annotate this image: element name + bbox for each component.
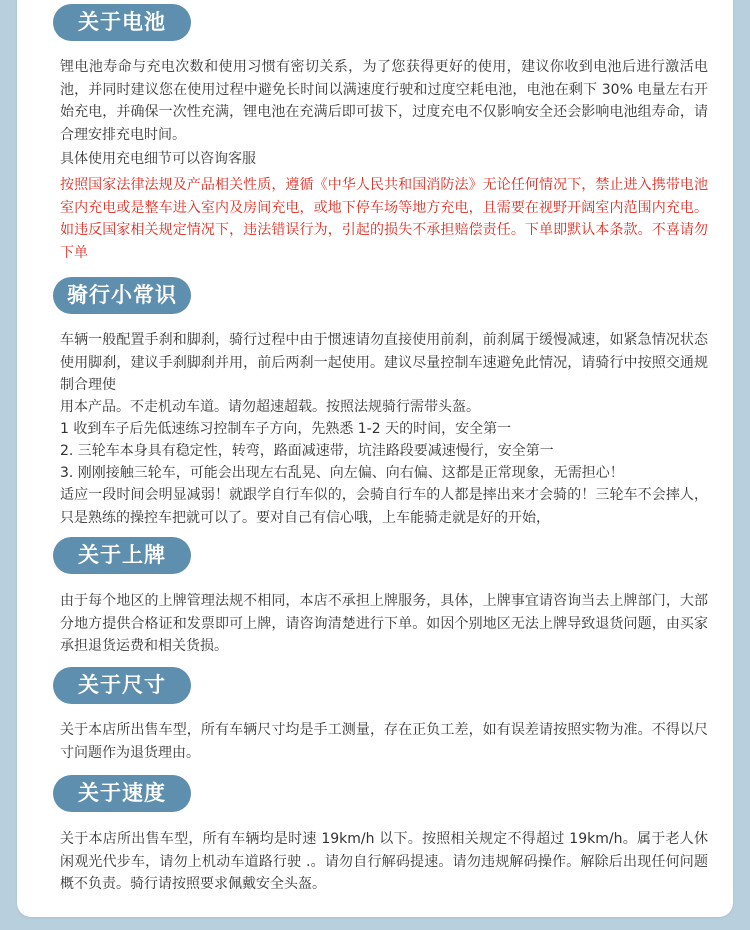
riding-intro-text: 车辆一般配置手刹和脚刹，骑行过程中由于惯速请勿直接使用前刹，前刹属于缓慢减速，如紧急情况状态使用脚刹，建议手刹脚刹并用，前后两刹一起使用。建议尽量控制车速避免此情况，请骑行中按照交通规制合理使 — [60, 332, 708, 393]
riding-rules-text: 用本产品。不走机动车道。请勿超速超载。按照法规骑行需带头盔。 — [60, 399, 480, 415]
battery-heading: 关于电池 — [53, 4, 191, 41]
riding-outro-text: 适应一段时间会明显减弱！就跟学自行车似的，会骑自行车的人都是摔出来才会骑的！三轮车不会摔人，只是熟练的操控车把就可以了。要对自己有信心哦，上车能骑走就是好的开始， — [60, 487, 708, 526]
size-text: 关于本店所出售车型，所有车辆尺寸均是手工测量，存在正负工差，如有误差请按照实物为准。不得以尺寸问题作为退货理由。 — [60, 722, 708, 761]
speed-heading: 关于速度 — [53, 775, 191, 812]
riding-tip-3: 3. 刚刚接触三轮车，可能会出现左右乱晃、向左偏、向右偏、这都是正常现象，无需担心！ — [60, 465, 624, 481]
riding-tip-1: 1 收到车子后先低速练习控制车子方向，先熟悉 1-2 天的时间，安全第一 — [60, 421, 512, 437]
battery-intro-text: 锂电池寿命与充电次数和使用习惯有密切关系，为了您获得更好的使用，建议你收到电池后进行激活电池，并同时建议您在使用过程中避免长时间以满速度行驶和过度空耗电池，电池在剩下 30% 电量左右开始充电，并确保一次性充满，锂电池在充满后即可拔下，过度充电不仅影响安全还会影响电池组寿命，请合理安排充电时间。 — [60, 59, 708, 143]
license-heading: 关于上牌 — [53, 537, 191, 574]
speed-text: 关于本店所出售车型，所有车辆均是时速 19km/h 以下。按照相关规定不得超过 19km/h。属于老人休闲观光代步车，请勿上机动车道路行驶 .。请勿自行解码提速。请勿违规解码操作。解除后出现任何问题概不负责。骑行请按照要求佩戴安全头盔。 — [60, 831, 708, 892]
battery-warning-text: 按照国家法律法规及产品相关性质，遵循《中华人民共和国消防法》无论任何情况下，禁止进入携带电池室内充电或是整车进入室内及房间充电，或地下停车场等地方充电，且需要在视野开阔室内范围内充电。如违反国家相关规定情况下，违法错误行为，引起的损失不承担赔偿责任。下单即默认本条款。不喜请勿下单 — [60, 177, 708, 261]
battery-contact-text: 具体使用充电细节可以咨询客服 — [60, 151, 256, 167]
size-heading: 关于尺寸 — [53, 667, 191, 704]
riding-tip-2: 2. 三轮车本身具有稳定性，转弯，路面减速带，坑洼路段要减速慢行，安全第一 — [60, 443, 554, 459]
license-text: 由于每个地区的上牌管理法规不相同，本店不承担上牌服务，具体，上牌事宜请咨询当去上牌部门，大部分地方提供合格证和发票即可上牌，请咨询清楚进行下单。如因个别地区无法上牌导致退货问题，由买家承担退货运费和相关货损。 — [60, 593, 708, 654]
riding-heading: 骑行小常识 — [53, 277, 191, 314]
